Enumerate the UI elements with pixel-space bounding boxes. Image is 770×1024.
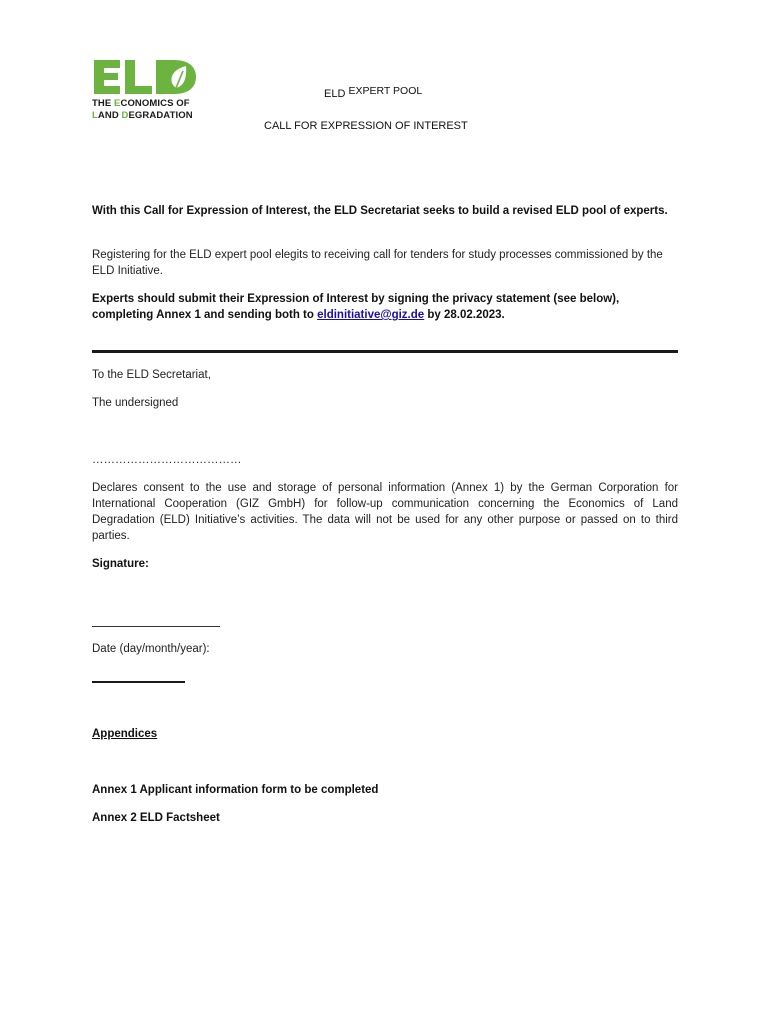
signature-label: Signature:: [92, 558, 149, 570]
email-link[interactable]: eldinitiative@giz.de: [317, 309, 425, 321]
header-call: CALL FOR EXPRESSION OF INTEREST: [264, 120, 468, 132]
letter-to: To the ELD Secretariat,: [92, 369, 211, 381]
date-line: [92, 681, 185, 683]
annex-1: Annex 1 Applicant information form to be completed: [92, 784, 379, 796]
eld-logo: [92, 58, 202, 121]
annex-2: Annex 2 ELD Factsheet: [92, 812, 220, 824]
eld-logo-mark: [92, 58, 198, 96]
section-divider: [92, 350, 678, 353]
name-dotted-line: …………………………………: [92, 454, 242, 466]
intro-bold-paragraph: With this Call for Expression of Interest, the ELD Secretariat seeks to build a revised ELD pool of experts.: [92, 205, 668, 217]
header-expert-pool: EXPERT POOL: [348, 85, 423, 97]
intro-paragraph: Registering for the ELD expert pool elegits to receiving call for tenders for study processes commissioned by the ELD Initiative.: [92, 249, 663, 277]
date-label: Date (day/month/year):: [92, 643, 210, 655]
header-title: [324, 85, 423, 100]
submit-instructions: Experts should submit their Expression of Interest by signing the privacy statement (see below), completing Annex 1 and sending both to eldinitiative@giz.de by 28.02.2023.: [92, 293, 620, 321]
logo-tagline: [92, 98, 202, 121]
signature-line: [92, 626, 220, 627]
header-eld: ELD: [324, 88, 346, 100]
logo-tagline-line2: LAND DEGRADATION: [92, 109, 193, 121]
letter-undersigned: The undersigned: [92, 397, 179, 409]
appendices-title: Appendices: [92, 728, 158, 740]
logo-tagline-line1: THE ECONOMICS OF: [92, 98, 190, 109]
consent-declaration: Declares consent to the use and storage of personal information (Annex 1) by the German Corporation for International Cooperation (GIZ GmbH) for follow-up communication concerning the Economics of Land Degradation (ELD) Initiative’s activities. The data will not be used for any other purpose or passed on to third parties.: [92, 482, 678, 542]
